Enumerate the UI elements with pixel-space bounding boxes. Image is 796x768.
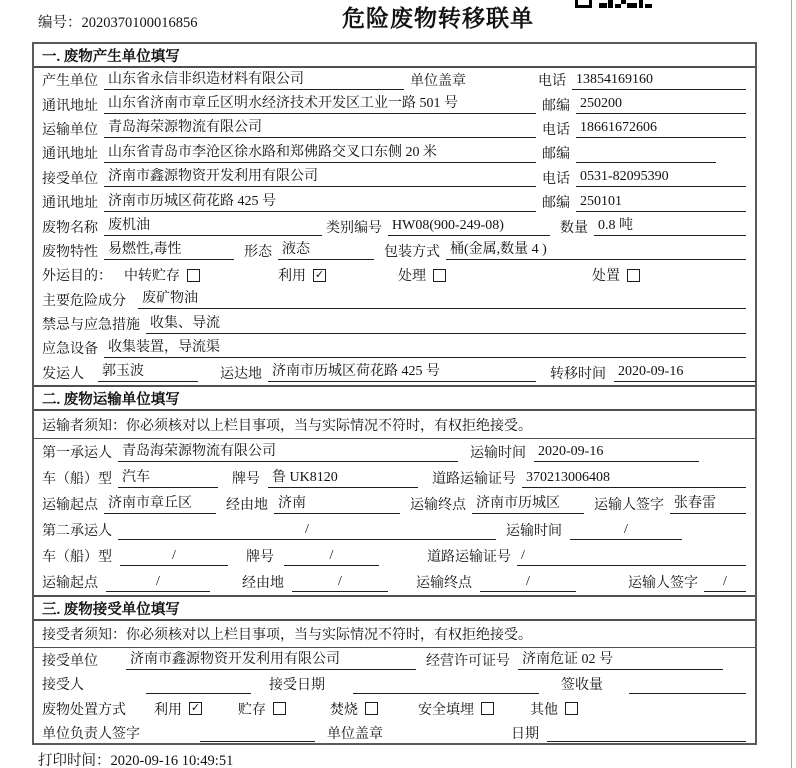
shipper-label: 发运人: [42, 366, 84, 382]
carrier2-label: 第二承运人: [42, 524, 112, 540]
purpose-option-transfer-storage: [124, 265, 200, 285]
equipment-field: 收集装置，导流渠: [104, 339, 746, 358]
producer-label: 产生单位: [42, 74, 98, 90]
zip-label: 邮编: [542, 147, 570, 163]
waste-trait-row: [34, 239, 755, 263]
checkbox-icon: [565, 702, 578, 715]
vehicle-label: 车（船）型: [42, 550, 112, 566]
permit-label: 经营许可证号: [426, 654, 510, 670]
accept-unit-field: 济南市鑫源物资开发利用有限公司: [126, 651, 416, 670]
via2-field: /: [292, 573, 388, 592]
receiver-notice: 接受者须知：你必须核对以上栏目事项，当与实际情况不符时，有权拒绝接受。: [34, 621, 755, 648]
transporter-phone-field: 18661672606: [576, 119, 746, 138]
plate-label: 牌号: [246, 550, 274, 566]
transporter-field: 青岛海荣源物流有限公司: [104, 119, 536, 138]
transporter-sign-label: 运输人签字: [594, 498, 664, 514]
hazard-component-row: [34, 288, 755, 312]
serial-value: 2020370100016856: [81, 15, 198, 31]
route1-row: [34, 491, 755, 517]
serial-label: 编号：: [38, 15, 82, 31]
qr-code-icon: [575, 0, 655, 10]
disposal-option-incinerate: [330, 699, 378, 719]
accept-unit-row: [34, 648, 755, 672]
origin-label: 运输起点: [42, 576, 98, 592]
purpose-row: [34, 263, 755, 287]
disposal-option-storage: [238, 699, 286, 719]
plate1-field: 鲁 UK8120: [268, 469, 418, 488]
carrier1-row: [34, 439, 755, 465]
date-label: 日期: [511, 726, 539, 742]
shipper-row: [34, 361, 755, 385]
zip-label: 邮编: [542, 196, 570, 212]
terminal2-field: /: [480, 573, 576, 592]
terminal-label: 运输终点: [410, 498, 466, 514]
received-qty-field: [629, 675, 746, 694]
equipment-row: [34, 336, 755, 360]
taboo-row: [34, 312, 755, 336]
producer-phone-field: 13854169160: [572, 71, 746, 90]
purpose-label: 外运目的：: [42, 269, 112, 285]
print-time: [38, 749, 233, 768]
transport-time-label: 运输时间: [470, 446, 526, 462]
quantity-field: 0.8 吨: [594, 217, 746, 236]
transfer-time-label: 转移时间: [550, 366, 606, 382]
origin2-field: /: [106, 573, 210, 592]
disposal-option-label: 焚烧: [330, 702, 358, 718]
transporter-address-row: [34, 141, 755, 165]
checkbox-icon: [273, 702, 286, 715]
acceptor-row: [34, 672, 755, 696]
producer-field: 山东省永信非织造材料有限公司: [104, 71, 404, 90]
purpose-option-label: 利用: [278, 269, 306, 285]
receiver-zip-field: 250101: [576, 193, 746, 212]
print-time-value: 2020-09-16 10:49:51: [110, 753, 234, 768]
address-label: 通讯地址: [42, 98, 98, 114]
producer-zip-field: 250200: [576, 95, 746, 114]
producer-phone-label: 电话: [538, 74, 566, 90]
sign2-field: /: [704, 573, 746, 592]
road-permit1-field: 370213006408: [522, 469, 746, 488]
print-time-label: 打印时间：: [38, 753, 111, 768]
disposal-option-label: 安全填埋: [418, 702, 474, 718]
carrier1-label: 第一承运人: [42, 446, 112, 462]
receiver-address-field: 济南市历城区荷花路 425 号: [104, 193, 536, 212]
waste-name-label: 废物名称: [42, 220, 98, 236]
terminal-label: 运输终点: [416, 576, 472, 592]
sign1-field: 张春雷: [670, 495, 746, 514]
shipper-field: 郭玉波: [98, 363, 198, 382]
purpose-option-utilize: [278, 265, 326, 285]
plate2-field: /: [284, 547, 379, 566]
manifest-form: [32, 42, 757, 745]
category-field: HW08(900-249-08): [388, 217, 550, 236]
via-label: 经由地: [242, 576, 284, 592]
address-label: 通讯地址: [42, 196, 98, 212]
trait-field: 易燃性,毒性: [104, 241, 234, 260]
receiver-row: [34, 166, 755, 190]
disposal-option-label: 利用: [154, 702, 182, 718]
checkbox-checked-icon: ✓: [314, 267, 325, 281]
transporter-label: 运输单位: [42, 122, 98, 138]
waste-name-field: 废机油: [104, 217, 322, 236]
road-permit-label: 道路运输证号: [427, 550, 511, 566]
road-permit2-field: /: [517, 547, 746, 566]
received-qty-label: 签收量: [561, 678, 603, 694]
purpose-option-label: 中转贮存: [124, 269, 180, 285]
vehicle1-field: 汽车: [118, 469, 218, 488]
destination-label: 运达地: [220, 366, 262, 382]
acceptor-label: 接受人: [42, 678, 84, 694]
packing-field: 桶(金属,数量 4 ): [446, 241, 746, 260]
transfer-time-field: 2020-09-16: [614, 363, 756, 382]
component-field: 废矿物油: [138, 290, 746, 309]
purpose-option-dispose: [592, 265, 640, 285]
receiver-label: 接受单位: [42, 171, 98, 187]
section3-heading: 三. 废物接受单位填写: [34, 595, 755, 621]
disposal-option-other: [530, 699, 578, 719]
receiver-address-row: [34, 190, 755, 214]
via1-field: 济南: [274, 495, 400, 514]
waste-name-row: [34, 214, 755, 238]
transporter-sign-label: 运输人签字: [628, 576, 698, 592]
zip-label: 邮编: [542, 98, 570, 114]
page-title: 危险废物转移联单: [342, 6, 534, 31]
transporter-row: [34, 117, 755, 141]
state-label: 形态: [244, 244, 272, 260]
checkbox-icon: [187, 269, 200, 282]
disposal-option-label: 贮存: [238, 702, 266, 718]
section1-heading: 一. 废物产生单位填写: [34, 44, 755, 68]
carrier1-field: 青岛海荣源物流有限公司: [118, 443, 458, 462]
disposal-option-utilize: [154, 699, 202, 719]
accept-unit-label: 接受单位: [42, 654, 98, 670]
transporter-address-field: 山东省青岛市李沧区徐水路和郑佛路交叉口东侧 20 米: [104, 144, 536, 163]
trait-label: 废物特性: [42, 244, 98, 260]
checkbox-icon: [433, 269, 446, 282]
address-label: 通讯地址: [42, 147, 98, 163]
accept-date-label: 接受日期: [269, 678, 325, 694]
vehicle1-row: [34, 465, 755, 491]
packing-label: 包装方式: [384, 244, 440, 260]
route2-row: [34, 569, 755, 595]
producer-address-field: 山东省济南市章丘区明水经济技术开发区工业一路 501 号: [104, 95, 536, 114]
receiver-phone-label: 电话: [542, 171, 570, 187]
taboo-label: 禁忌与应急措施: [42, 318, 140, 334]
state-field: 液态: [278, 241, 374, 260]
origin1-field: 济南市章丘区: [104, 495, 216, 514]
transporter-phone-label: 电话: [542, 122, 570, 138]
page-edge-line: [791, 0, 792, 768]
checkbox-icon: [481, 702, 494, 715]
road-permit-label: 道路运输证号: [432, 472, 516, 488]
category-label: 类别编号: [326, 220, 382, 236]
receiver-field: 济南市鑫源物资开发利用有限公司: [104, 168, 536, 187]
checkbox-icon: [627, 269, 640, 282]
carrier2-field: /: [118, 521, 496, 540]
origin-label: 运输起点: [42, 498, 98, 514]
chief-sign-row: [34, 721, 755, 745]
equipment-label: 应急设备: [42, 342, 98, 358]
vehicle2-field: /: [120, 547, 228, 566]
transport-time1-field: 2020-09-16: [534, 443, 699, 462]
quantity-label: 数量: [560, 220, 588, 236]
component-label: 主要危险成分: [42, 293, 126, 309]
transporter-zip-field: [576, 144, 716, 163]
terminal1-field: 济南市历城区: [472, 495, 584, 514]
disposal-label: 废物处置方式: [42, 702, 126, 718]
receiver-phone-field: 0531-82095390: [576, 168, 746, 187]
disposal-row: [34, 697, 755, 721]
permit-field: 济南危证 02 号: [518, 651, 723, 670]
disposal-option-label: 其他: [530, 702, 558, 718]
destination-field: 济南市历城区荷花路 425 号: [268, 363, 536, 382]
transporter-notice: 运输者须知：你必须核对以上栏目事项，当与实际情况不符时，有权拒绝接受。: [34, 411, 755, 439]
transport-time-label: 运输时间: [506, 524, 562, 540]
chief-sign-label: 单位负责人签字: [42, 726, 140, 742]
purpose-option-treat: [398, 265, 446, 285]
carrier2-row: [34, 517, 755, 543]
section2-heading: 二. 废物运输单位填写: [34, 385, 755, 411]
vehicle2-row: [34, 543, 755, 569]
plate-label: 牌号: [232, 472, 260, 488]
transport-time2-field: /: [570, 521, 682, 540]
purpose-option-label: 处理: [398, 269, 426, 285]
vehicle-label: 车（船）型: [42, 472, 112, 488]
acceptor-field: [146, 675, 251, 694]
accept-date-field: [353, 675, 539, 694]
producer-address-row: [34, 92, 755, 116]
checkbox-icon: [365, 702, 378, 715]
disposal-option-landfill: [418, 699, 494, 719]
producer-row: [34, 68, 755, 92]
unit-seal-label: 单位盖章: [327, 726, 383, 742]
unit-seal-label: 单位盖章: [410, 74, 466, 90]
taboo-field: 收集、导流: [146, 315, 746, 334]
purpose-option-label: 处置: [592, 269, 620, 285]
checkbox-checked-icon: ✓: [190, 701, 201, 715]
date-field: [547, 723, 746, 742]
via-label: 经由地: [226, 498, 268, 514]
chief-sign-field: [200, 723, 315, 742]
